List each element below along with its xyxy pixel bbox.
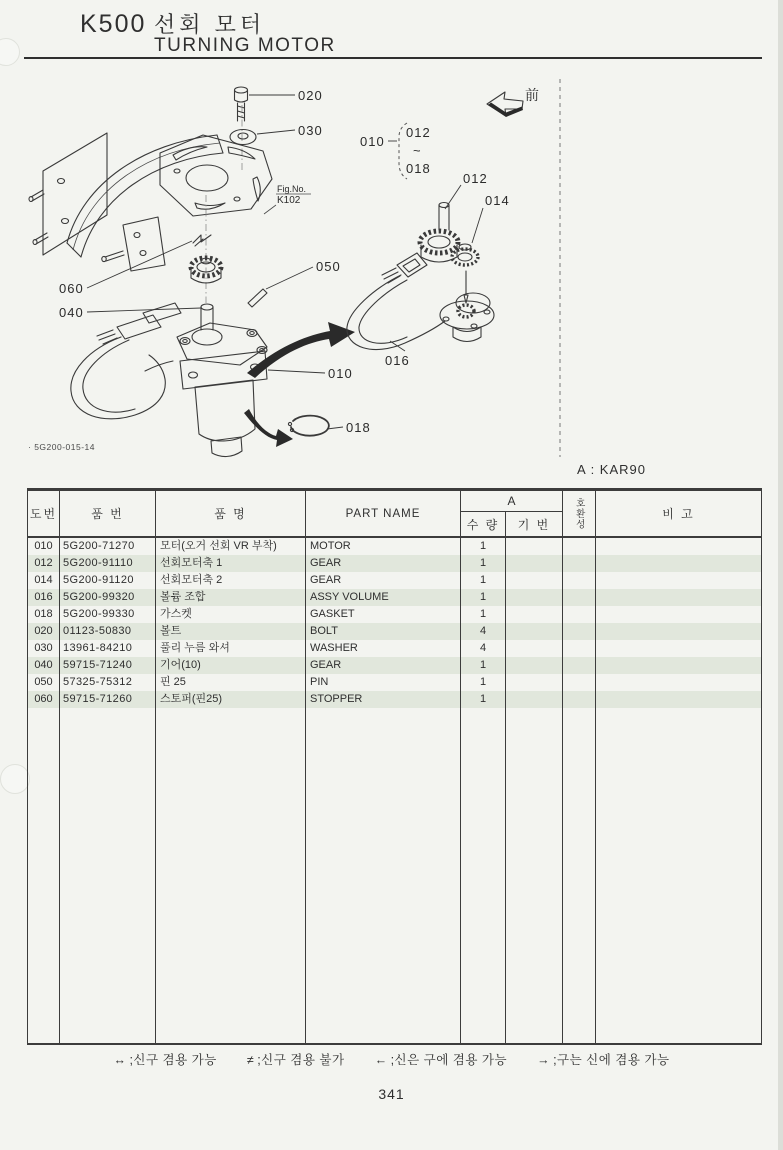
legend-symbol: ← [374, 1053, 388, 1067]
scan-edge [778, 0, 783, 1150]
shaft2-callout: 014 [485, 193, 510, 208]
cell-part-no: 5G200-99330 [60, 606, 156, 623]
group-bottom-callout: 018 [406, 161, 431, 176]
group-parent-callout: 010 [360, 134, 385, 149]
cell-remarks [596, 691, 761, 708]
cell-serial [506, 623, 563, 640]
cell-fig-no: 012 [28, 555, 60, 572]
header-part-name: PART NAME [306, 491, 461, 536]
cell-part-no: 5G200-99320 [60, 589, 156, 606]
cell-fig-no: 030 [28, 640, 60, 657]
header-qty: 수 량 [461, 512, 506, 536]
bolt-callout: 020 [298, 88, 323, 103]
cell-name-ko: 볼트 [156, 623, 306, 640]
cell-serial [506, 572, 563, 589]
group-top-callout: 012 [406, 125, 431, 140]
cell-serial [506, 606, 563, 623]
variant-note: A : KAR90 [577, 462, 646, 477]
header-group-a: A [461, 491, 563, 512]
cell-part-no: 13961-84210 [60, 640, 156, 657]
legend-symbol: → [537, 1053, 551, 1067]
header-part-no: 품 번 [60, 491, 156, 536]
page-title-korean: 선회 모터 [154, 12, 266, 37]
stopper-drawing [193, 235, 211, 246]
cell-serial [506, 691, 563, 708]
cell-part-no: 5G200-91110 [60, 555, 156, 572]
cell-qty: 1 [461, 572, 506, 589]
cell-fig-no: 014 [28, 572, 60, 589]
table-row [28, 640, 761, 657]
legend-text: ;신은 구에 겸용 가능 [390, 1053, 508, 1067]
legend-item [247, 1050, 345, 1068]
cell-part-no: 01123-50830 [60, 623, 156, 640]
table-row [28, 589, 761, 606]
parts-table [27, 488, 762, 1045]
gasket-drawing [288, 416, 370, 436]
cell-interchange [563, 555, 596, 572]
left-cable-drawing [71, 303, 181, 419]
front-direction-arrow-icon [487, 87, 539, 117]
cell-name-ko: 풀리 누름 와셔 [156, 640, 306, 657]
cell-name-ko: 볼륨 조합 [156, 589, 306, 606]
legend-item [375, 1050, 508, 1068]
group-annotation [360, 123, 431, 179]
exploded-diagram [25, 75, 762, 460]
cell-part-name: MOTOR [306, 538, 461, 555]
group-tilde: ~ [413, 143, 422, 158]
washer-drawing [230, 123, 323, 145]
cell-serial [506, 657, 563, 674]
cell-qty: 1 [461, 674, 506, 691]
cell-part-name: GEAR [306, 555, 461, 572]
cell-interchange [563, 589, 596, 606]
cell-remarks [596, 623, 761, 640]
cell-name-ko: 선회모터축 1 [156, 555, 306, 572]
cell-remarks [596, 640, 761, 657]
volume-assembly-drawing [347, 171, 510, 368]
cell-interchange [563, 606, 596, 623]
cell-qty: 1 [461, 657, 506, 674]
stopper-callout: 060 [59, 281, 84, 296]
table-row [28, 606, 761, 623]
cell-part-no: 5G200-71270 [60, 538, 156, 555]
cell-remarks [596, 589, 761, 606]
cell-fig-no: 010 [28, 538, 60, 555]
fig-no-value: K102 [277, 195, 301, 206]
table-header [28, 491, 761, 538]
cell-name-ko: 스토퍼(핀25) [156, 691, 306, 708]
legend-symbol: ≠ [246, 1053, 255, 1067]
cell-fig-no: 016 [28, 589, 60, 606]
cell-interchange [563, 640, 596, 657]
cell-name-ko: 모터(오거 선회 VR 부착) [156, 538, 306, 555]
cell-qty: 1 [461, 555, 506, 572]
cell-remarks [596, 538, 761, 555]
binder-hole [0, 38, 20, 66]
cell-part-no: 59715-71240 [60, 657, 156, 674]
washer-callout: 030 [298, 123, 323, 138]
cell-qty: 1 [461, 606, 506, 623]
cell-serial [506, 538, 563, 555]
cell-name-ko: 선회모터축 2 [156, 572, 306, 589]
cell-name-ko: 가스켓 [156, 606, 306, 623]
cell-part-no: 59715-71260 [60, 691, 156, 708]
cell-qty: 1 [461, 538, 506, 555]
header-serial: 기 번 [506, 512, 563, 536]
table-row [28, 691, 761, 708]
cell-part-no: 5G200-91120 [60, 572, 156, 589]
gasket-callout: 018 [346, 420, 371, 435]
section-code: K500 [80, 10, 147, 38]
motor-callout: 010 [328, 366, 353, 381]
cell-interchange [563, 691, 596, 708]
cell-interchange [563, 538, 596, 555]
cell-remarks [596, 555, 761, 572]
cell-name-ko: 핀 25 [156, 674, 306, 691]
gear10-callout: 040 [59, 305, 84, 320]
cell-qty: 1 [461, 589, 506, 606]
legend-item [537, 1050, 670, 1068]
cell-serial [506, 674, 563, 691]
cell-interchange [563, 623, 596, 640]
cell-qty: 1 [461, 691, 506, 708]
cell-remarks [596, 606, 761, 623]
cell-interchange [563, 572, 596, 589]
cell-part-no: 57325-75312 [60, 674, 156, 691]
interchange-legend [0, 1050, 783, 1068]
table-row [28, 674, 761, 691]
header-interchange: 호환성 [563, 491, 596, 536]
cell-qty: 4 [461, 640, 506, 657]
legend-text: ;신구 겸용 가능 [129, 1053, 217, 1067]
cell-serial [506, 589, 563, 606]
bracket-assembly-drawing [29, 133, 311, 303]
cell-fig-no: 060 [28, 691, 60, 708]
cell-part-name: STOPPER [306, 691, 461, 708]
fig-no-label: Fig.No. [277, 184, 307, 194]
title-divider [24, 57, 762, 59]
page-number: 341 [378, 1086, 405, 1102]
cell-part-name: BOLT [306, 623, 461, 640]
drawing-code: · 5G200-015-14 [28, 442, 96, 452]
table-row [28, 657, 761, 674]
cell-part-name: PIN [306, 674, 461, 691]
legend-item [113, 1050, 216, 1068]
cell-serial [506, 555, 563, 572]
cell-interchange [563, 674, 596, 691]
table-empty-area [28, 708, 761, 1043]
cell-fig-no: 040 [28, 657, 60, 674]
cell-part-name: GEAR [306, 572, 461, 589]
front-label: 前 [525, 87, 539, 103]
cell-interchange [563, 657, 596, 674]
page-title-english: TURNING MOTOR [154, 35, 336, 56]
pin-callout: 050 [316, 259, 341, 274]
table-body [28, 538, 761, 708]
legend-text: ;신구 겸용 불가 [257, 1053, 345, 1067]
cell-fig-no: 050 [28, 674, 60, 691]
pin-drawing [248, 259, 341, 307]
assy-volume-callout: 016 [385, 353, 410, 368]
cell-qty: 4 [461, 623, 506, 640]
header-name-ko: 품 명 [156, 491, 306, 536]
cell-name-ko: 기어(10) [156, 657, 306, 674]
cell-remarks [596, 572, 761, 589]
header-fig-no: 도번 [28, 491, 60, 536]
header-remarks: 비 고 [662, 507, 695, 521]
legend-text: ;구는 신에 겸용 가능 [553, 1053, 670, 1067]
cell-remarks [596, 657, 761, 674]
shaft1-callout: 012 [463, 171, 488, 186]
gasket-arrow-icon [244, 409, 293, 447]
cell-part-name: ASSY VOLUME [306, 589, 461, 606]
cell-part-name: WASHER [306, 640, 461, 657]
table-row [28, 623, 761, 640]
table-row [28, 572, 761, 589]
table-row [28, 555, 761, 572]
cell-part-name: GASKET [306, 606, 461, 623]
table-row [28, 538, 761, 555]
cell-serial [506, 640, 563, 657]
cell-fig-no: 018 [28, 606, 60, 623]
cell-fig-no: 020 [28, 623, 60, 640]
legend-symbol: ↔ [113, 1053, 127, 1067]
cell-part-name: GEAR [306, 657, 461, 674]
cell-remarks [596, 674, 761, 691]
binder-hole [0, 764, 30, 794]
